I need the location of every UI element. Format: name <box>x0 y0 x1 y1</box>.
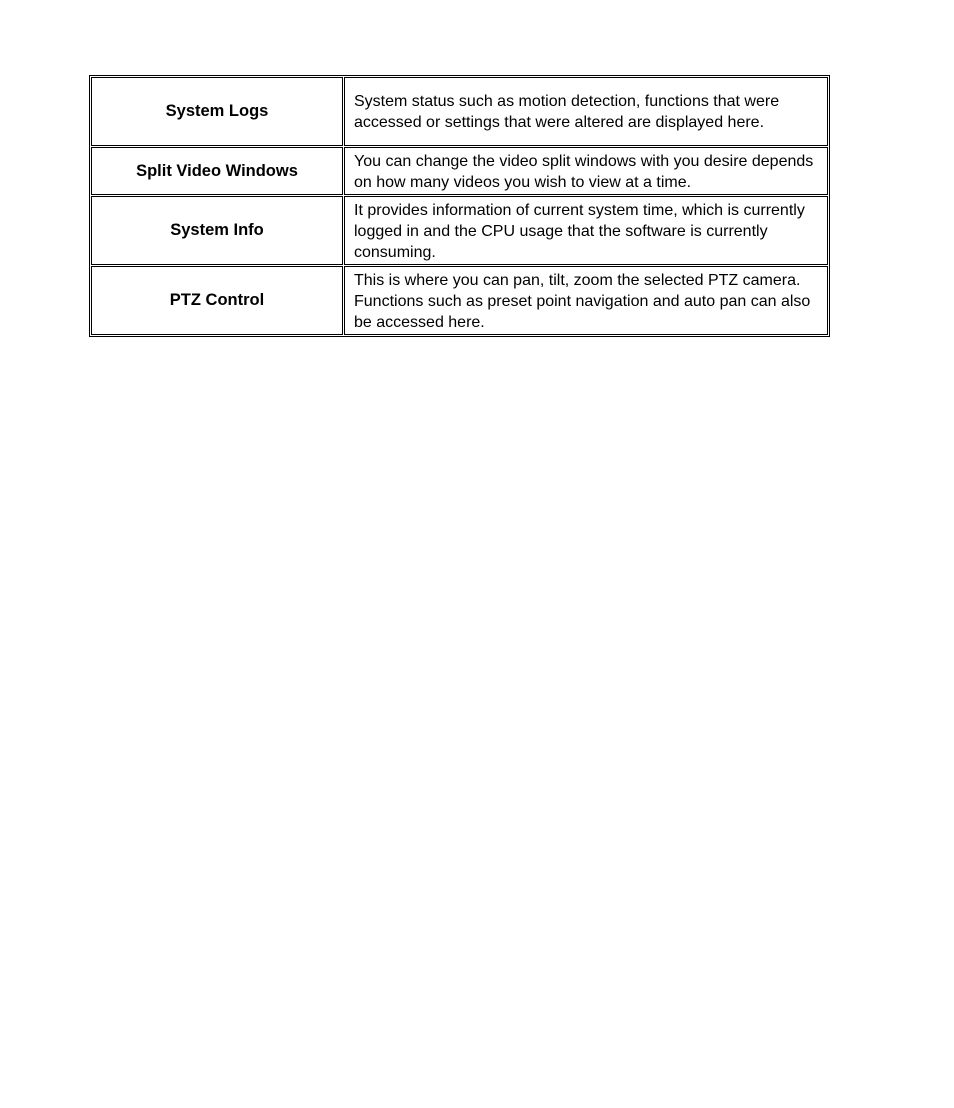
feature-description-cell: This is where you can pan, tilt, zoom the selected PTZ camera. Functions such as preset point navigation and auto pan can also be accessed here. <box>344 266 828 335</box>
table-row-system-logs <box>91 77 828 146</box>
table-row-split-video-windows <box>91 147 828 195</box>
feature-table <box>89 75 830 337</box>
feature-name-cell: System Info <box>91 196 343 265</box>
table-row-system-info <box>91 196 828 265</box>
feature-name-cell: Split Video Windows <box>91 147 343 195</box>
table-row-ptz-control <box>91 266 828 335</box>
feature-name-cell: PTZ Control <box>91 266 343 335</box>
feature-description-cell: It provides information of current system time, which is currently logged in and the CPU usage that the software is currently consuming. <box>344 196 828 265</box>
feature-description-cell: You can change the video split windows with you desire depends on how many videos you wish to view at a time. <box>344 147 828 195</box>
feature-description-cell: System status such as motion detection, functions that were accessed or settings that were altered are displayed here. <box>344 77 828 146</box>
feature-name-cell: System Logs <box>91 77 343 146</box>
